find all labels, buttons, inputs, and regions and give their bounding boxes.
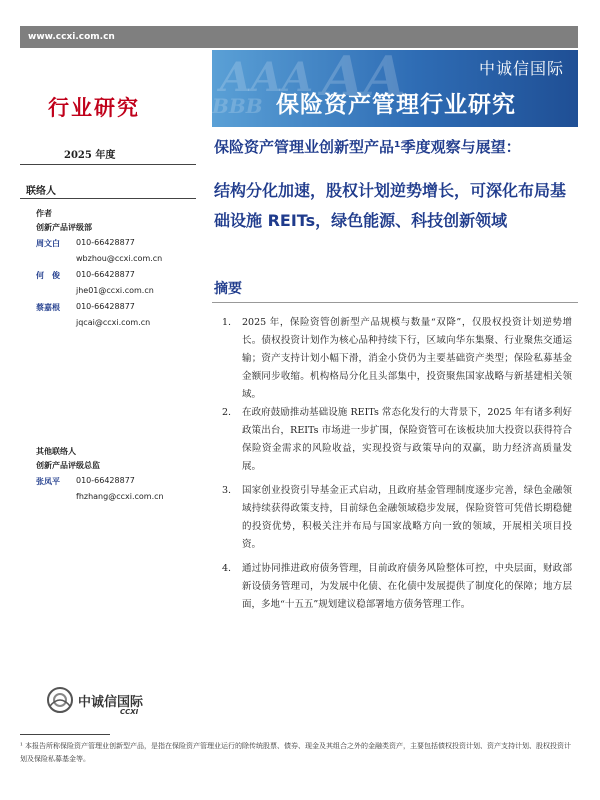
site-url: www.ccxi.com.cn <box>28 32 115 42</box>
logo-icon <box>46 686 74 714</box>
author-phone: 010-66428877 <box>76 270 135 279</box>
brand-name: 中诚信国际 <box>478 59 564 78</box>
author-email[interactable]: jhe01@ccxi.com.cn <box>76 286 154 295</box>
divider <box>20 164 196 165</box>
other-contacts-label: 其他联络人 <box>36 447 76 456</box>
banner-title: 保险资产管理行业研究 <box>276 92 516 118</box>
abstract-item <box>222 482 572 554</box>
contacts-label: 联络人 <box>26 186 56 197</box>
author-phone: 010-66428877 <box>76 302 135 311</box>
author-name: 蔡嘉根 <box>36 303 60 312</box>
author-email[interactable]: wbzhou@ccxi.com.cn <box>76 254 163 263</box>
author-name: 周文白 <box>36 239 60 248</box>
abstract-item <box>222 314 572 404</box>
decorative-letters: AAA <box>220 54 314 101</box>
authors-label: 作者 <box>36 209 52 218</box>
footnote-divider <box>20 734 110 735</box>
author-name: 何 俊 <box>36 271 60 280</box>
item-text: 2025 年，保险资管创新型产品规模与数量“双降”，仅股权投资计划逆势增长。债权投资计划作为核心品种持续下行，区域向华东集聚、行业聚焦交通运输；资产支持计划小幅下滑，消金小贷仍为主要基础资产类型；保险私募基金金额同步收缩。机构格局分化且头部集中，投资聚焦国家战略与新基建相关领域。 <box>242 317 572 400</box>
item-number: 3. <box>222 485 232 496</box>
department: 创新产品评级部 <box>36 223 92 232</box>
other-department: 创新产品评级总监 <box>36 461 100 470</box>
logo-text: 中诚信国际 <box>78 694 144 710</box>
abstract-item <box>222 404 572 476</box>
author-email[interactable]: jqcai@ccxi.com.cn <box>76 318 151 327</box>
decorative-letters: BBB <box>212 94 263 118</box>
report-category: 行业研究 <box>48 95 140 120</box>
decorative-letters: AA <box>322 50 406 108</box>
author-phone: 010-66428877 <box>76 238 135 247</box>
report-title: 结构分化加速，股权计划逆势增长，可深化布局基础设施 REITs，绿色能源、科技创新领域 <box>214 181 567 230</box>
item-number: 1. <box>222 317 232 328</box>
item-text: 国家创业投资引导基金正式启动，且政府基金管理制度逐步完善，绿色金融领域持续获得政策支持，目前绿色金融领域稳步发展，保险资管可凭借长期稳健的投资优势，积极关注并布局与国家战略方向一致的领域，开展相关项目投资。 <box>242 485 572 550</box>
contact-name: 张凤平 <box>36 477 60 486</box>
item-text: 在政府鼓励推动基础设施 REITs 常态化发行的大背景下，2025 年有诸多利好政策出台，REITs 市场进一步扩围，保险资管可在该板块加大投资以获得符合保险资金需求的风险收益，实现投资与政策导向的双赢，助力经济高质量发展。 <box>242 407 572 472</box>
contact-phone: 010-66428877 <box>76 476 135 485</box>
contact-email[interactable]: fhzhang@ccxi.com.cn <box>76 492 164 501</box>
footnote: ¹ 本报告所称保险资产管理业创新型产品，是指在保险资产管理业运行的除传统股票、债券、现金及其组合之外的金融类资产，主要包括债权投资计划、资产支持计划、股权投资计划及保险私募基金等。 <box>20 742 572 763</box>
item-number: 2. <box>222 407 232 418</box>
item-text: 通过协同推进政府债务管理，目前政府债务风险整体可控，中央层面，财政部新设债务管理司，为发展中化债、在化债中发展提供了制度化的保障；地方层面，多地“十五五”规划建议稳部署地方债务管理工作。 <box>242 563 572 610</box>
report-year: 2025 年度 <box>64 150 116 161</box>
logo-subtext: CCXI <box>120 708 139 716</box>
report-subheading: 保险资产管理业创新型产品¹季度观察与展望： <box>214 138 521 156</box>
abstract-heading: 摘要 <box>214 281 242 297</box>
top-url-bar <box>20 26 578 48</box>
header-banner <box>212 50 578 127</box>
divider <box>20 198 196 199</box>
divider <box>212 302 578 303</box>
item-number: 4. <box>222 563 232 574</box>
abstract-item <box>222 560 572 614</box>
